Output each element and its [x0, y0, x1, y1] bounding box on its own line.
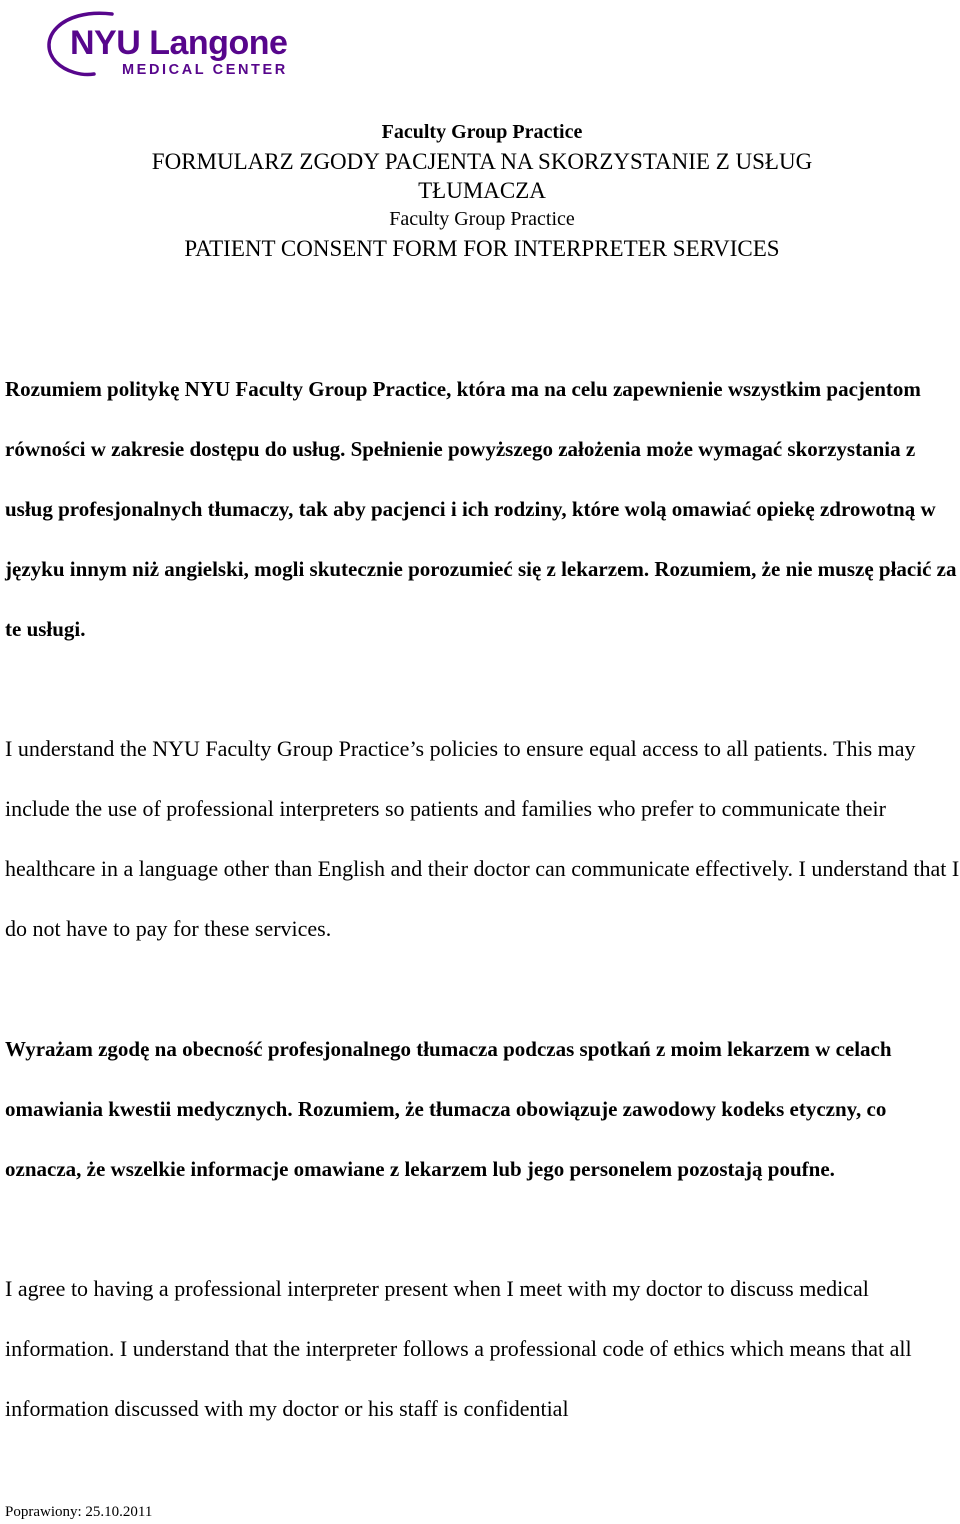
paragraph-policy-english: I understand the NYU Faculty Group Practice’s policies to ensure equal access to all patients. This may include the use of professional interpreters so patients and families who prefer to communicate their healthcare in a language other than English and their doctor can communicate effectively. I understand that I do not have to pay for these services. — [5, 736, 960, 941]
title-practice-bold: Faculty Group Practice — [381, 121, 583, 143]
title-practice: Faculty Group Practice — [389, 208, 575, 230]
revision-date: Poprawiony: 25.10.2011 — [5, 1504, 153, 1520]
nyu-langone-logo — [42, 8, 342, 80]
title-polish-line1: FORMULARZ ZGODY PACJENTA NA SKORZYSTANIE Z USŁUG — [151, 149, 813, 174]
logo-wordmark: NYU Langone — [70, 24, 288, 62]
logo-subtitle: MEDICAL CENTER — [122, 62, 288, 78]
paragraph-consent-polish: Wyrażam zgodę na obecność profesjonalnego tłumacza podczas spotkań z moim lekarzem w celach omawiania kwestii medycznych. Rozumiem, że tłumacza obowiązuje zawodowy kodeks etyczny, co oznacza, że wszelkie informacje omawiane z lekarzem lub jego personelem pozostają poufne. — [5, 1037, 892, 1181]
title-polish-line2: TŁUMACZA — [418, 178, 546, 203]
title-english: PATIENT CONSENT FORM FOR INTERPRETER SERVICES — [184, 236, 780, 261]
paragraph-policy-polish: Rozumiem politykę NYU Faculty Group Practice, która ma na celu zapewnienie wszystkim pacjentom równości w zakresie dostępu do usług. Spełnienie powyższego założenia może wymagać skorzystania z usług profesjonalnych tłumaczy, tak aby pacjenci i ich rodziny, które wolą omawiać opiekę zdrowotną w języku innym niż angielski, mogli skutecznie porozumieć się z lekarzem. Rozumiem, że nie muszę płacić za te usługi. — [5, 377, 957, 641]
paragraph-consent-english: I agree to having a professional interpreter present when I meet with my doctor to discuss medical information. I understand that the interpreter follows a professional code of ethics which means that all information discussed with my doctor or his staff is confidential — [5, 1276, 912, 1421]
document-title — [0, 118, 960, 263]
